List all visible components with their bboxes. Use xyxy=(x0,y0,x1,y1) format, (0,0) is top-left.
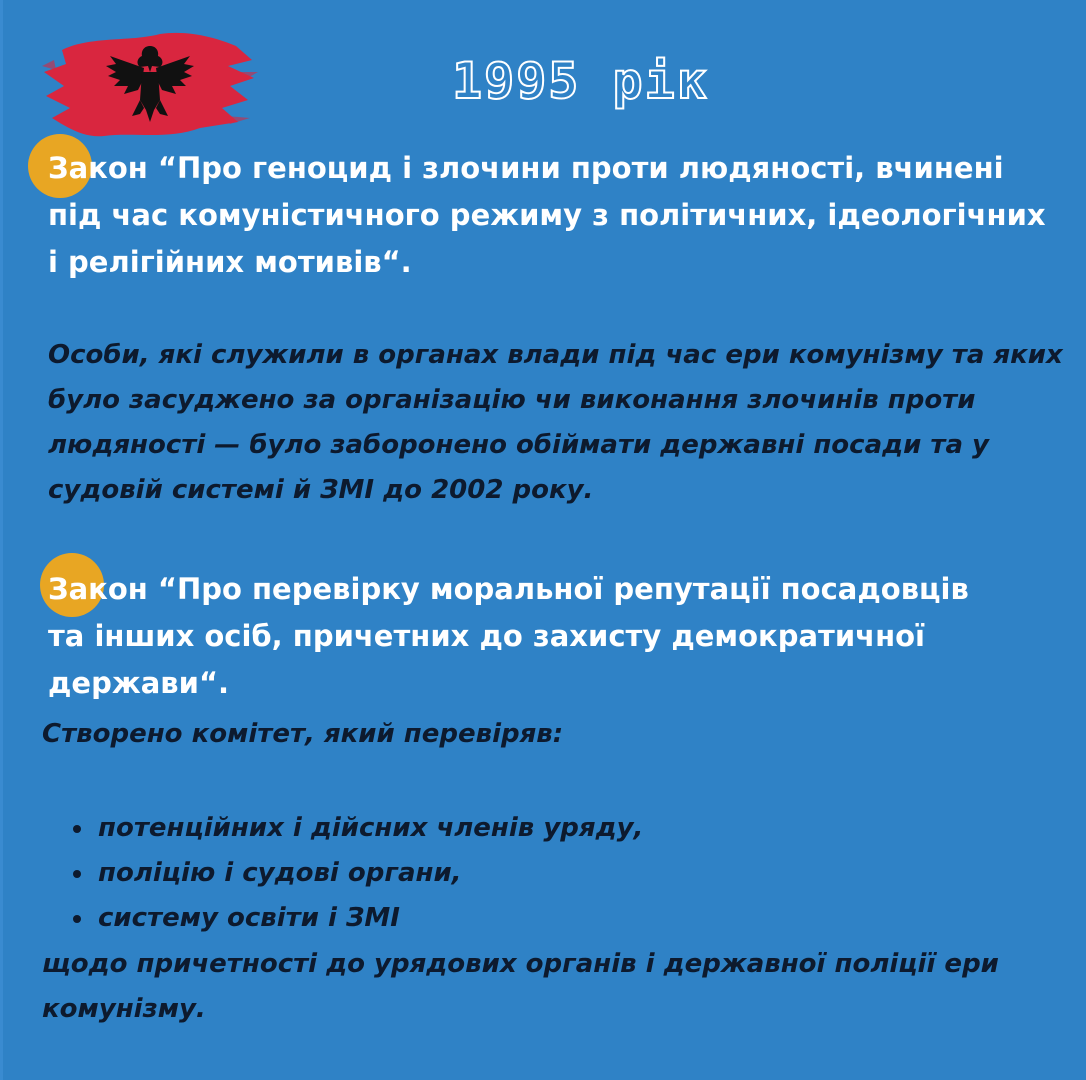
law1-description: Особи, які служили в органах влади під час ери комунізму та яких було засуджено за організацію чи виконання злочинів проти людяності — було заборонено обіймати державні посади та у судовій системі й ЗМІ до 2002 року. xyxy=(48,340,1063,505)
list-item: систему освіти і ЗМІ xyxy=(70,896,643,941)
law2-intro: Створено комітет, який перевіряв: xyxy=(42,719,564,749)
list-item: потенційних і дійсних членів уряду, xyxy=(70,806,643,851)
law2-heading: Закон “Про перевірку моральної репутації посадовців та інших осіб, причетних до захисту демократичної держави“. xyxy=(48,572,969,700)
list-item: поліцію і судові органи, xyxy=(70,851,643,896)
committee-checklist xyxy=(70,806,643,941)
albania-flag-icon xyxy=(40,20,260,150)
law1-heading: Закон “Про геноцид і злочини проти людяності, вчинені під час комуністичного режиму з політичних, ідеологічних і релігійних мотивів“. xyxy=(48,151,1046,279)
law2-conclusion: щодо причетності до урядових органів і державної поліції ери комунізму. xyxy=(42,949,999,1024)
page-title: 1995 рік xyxy=(452,52,709,110)
left-edge-line xyxy=(0,0,3,1080)
